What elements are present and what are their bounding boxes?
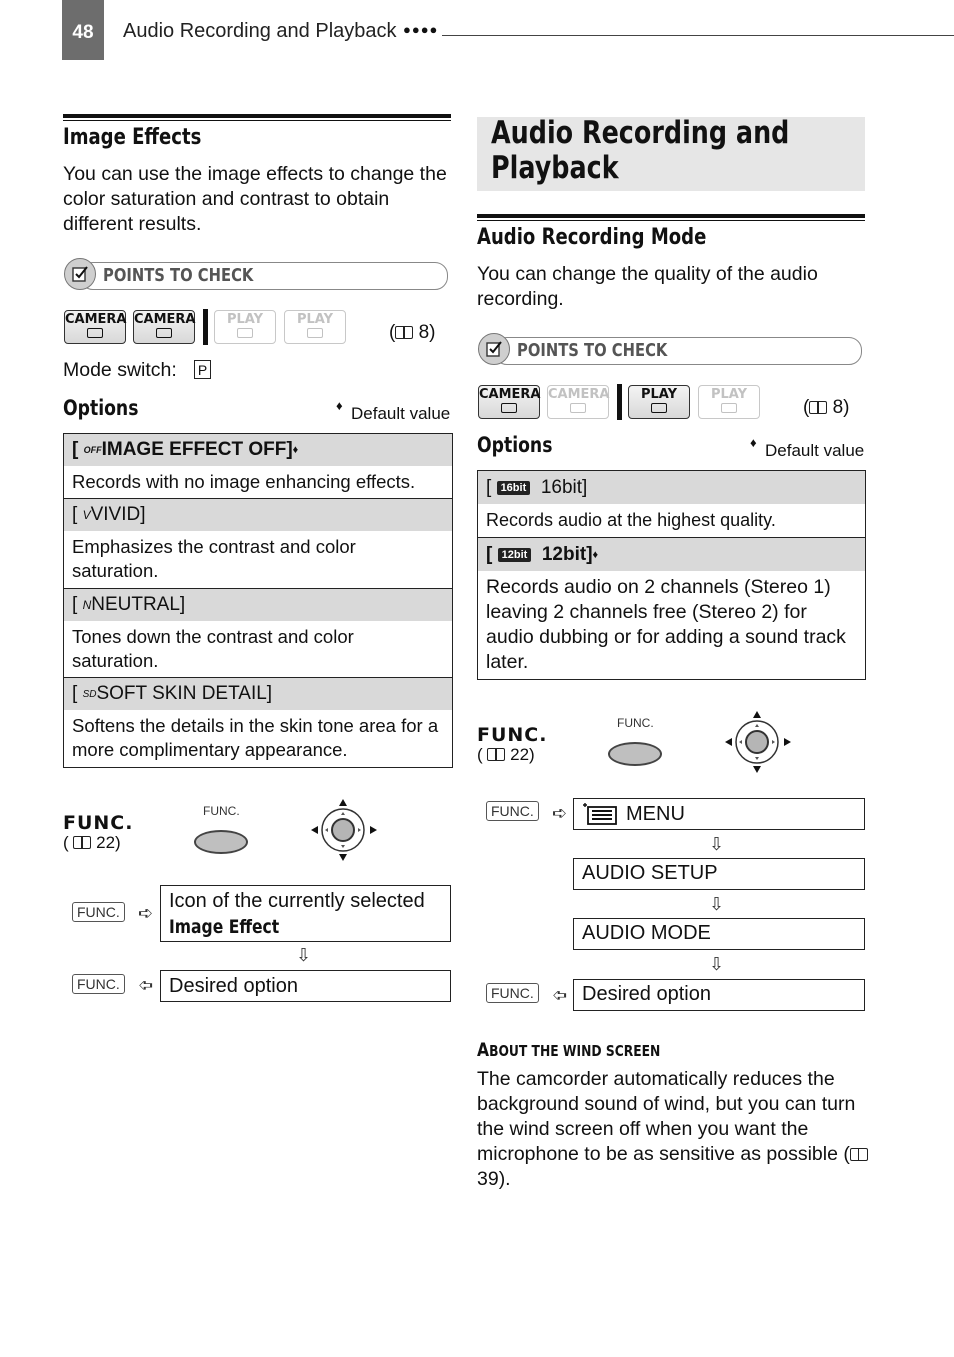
tape-icon [87,328,103,338]
menu-icon [582,803,618,825]
func-heading: FUNC. [63,812,134,834]
mode-switch-p-icon: P [194,360,211,379]
running-header: Audio Recording and Playback [123,20,397,42]
audio-mode-options-table [477,470,866,680]
mode-camera-card: CAMERA [547,385,609,419]
default-diamond: ♦ [336,398,343,413]
tape-icon [237,328,253,338]
func-button-caption: FUNC. [617,716,654,730]
mode-play-card: PLAY [698,385,760,419]
down-arrow-icon: ⇩ [709,954,725,974]
mode-play-card: PLAY [284,310,346,344]
options-label: Options [477,433,553,457]
flow-audio-mode-box: AUDIO MODE [573,918,865,950]
page-title: Audio Recording and Playback [491,115,790,186]
header-rule [442,35,954,36]
section-title-audio-mode: Audio Recording Mode [477,225,707,250]
down-arrow-icon: ⇩ [296,945,312,965]
default-diamond: ♦ [750,435,757,450]
right-arrow-icon: ➪ [138,903,154,923]
down-arrow-icon: ⇩ [709,834,725,854]
option-desc: Records with no image enhancing effects. [64,466,452,499]
mode-camera-card: CAMERA [133,310,195,344]
vivid-icon: V [82,508,91,522]
audio-mode-intro: You can change the quality of the audio recording. [477,263,818,310]
option-row-soft-skin: [ SD SOFT SKIN DETAIL] [64,678,452,710]
effect-off-icon: OFF [83,445,102,455]
func-page-ref: ( 22) [477,745,535,764]
section-rule-thin [477,220,865,221]
page-number: 48 [62,0,104,60]
section-title-image-effects: Image Effects [63,125,202,150]
checklist-icon [478,333,510,365]
book-icon [395,326,413,339]
book-icon [850,1148,868,1161]
section-rule [63,114,451,118]
func-key-icon: FUNC. [486,983,539,1003]
flow-desired-option-box: Desired option [160,970,451,1002]
flow-menu-box: MENU [573,798,865,830]
joystick-icon [723,709,793,775]
wind-screen-heading: ABOUT THE WIND SCREEN [477,1039,661,1061]
func-key-icon: FUNC. [72,974,125,994]
option-desc: Softens the details in the skin tone area for a more complimentary appearance. [72,715,439,760]
left-arrow-icon: ➪ [552,985,568,1005]
func-button [194,830,248,854]
book-icon [73,836,91,849]
joystick-icon [309,797,379,863]
mode-camera-tape: CAMERA [478,385,540,419]
option-row-12bit: [ 12bit 12bit] ♦ [478,538,865,571]
option-row-vivid: [ V VIVID] [64,499,452,531]
card-icon [156,328,172,338]
mode-page-ref: ( 8) [389,322,436,343]
option-desc: Tones down the contrast and color saturation. [64,621,452,678]
left-arrow-icon: ➪ [138,975,154,995]
mode-page-ref: ( 8) [803,397,850,418]
soft-skin-icon: SD [82,688,97,700]
image-effects-intro: You can use the image effects to change the color saturation and contrast to obtain different results. [63,163,447,235]
down-arrow-icon: ⇩ [709,894,725,914]
mode-play-tape: PLAY [628,385,690,419]
option-desc: Emphasizes the contrast and color saturation. [64,531,452,589]
section-rule [477,214,865,218]
points-to-check-label: POINTS TO CHECK [103,265,254,286]
mode-play-tape: PLAY [214,310,276,344]
card-icon [570,403,586,413]
mode-camera-tape: CAMERA [64,310,126,344]
func-key-icon: FUNC. [72,902,125,922]
flow-audio-setup-box: AUDIO SETUP [573,858,865,890]
default-value-note: Default value [351,404,451,423]
wind-screen-text: The camcorder automatically reduces the background sound of wind, but you can turn the wind screen off when you want the microphone to be as sensitive as possible ( 39). [477,1067,869,1192]
mode-switch-label: Mode switch: [63,359,177,381]
func-button [608,742,662,766]
16bit-badge-icon: 16bit [497,481,531,495]
header-dots: ●●●● [403,22,439,37]
flow-current-icon-box: Icon of the currently selected Image Effect [160,885,451,942]
tape-icon [651,403,667,413]
flow-desired-option-box: Desired option [573,979,865,1011]
image-effect-options-table [63,433,453,768]
checklist-icon [64,258,96,290]
option-row-neutral: [ N NEUTRAL] [64,589,452,621]
func-button-caption: FUNC. [203,804,240,818]
default-value-note: Default value [765,441,865,460]
section-rule-thin [63,120,451,121]
func-page-ref: ( 22) [63,833,121,852]
right-arrow-icon: ➪ [552,803,568,823]
neutral-icon: N [82,598,92,612]
card-icon [307,328,323,338]
option-row-16bit: [ 16bit 16bit] [478,471,865,504]
mode-separator [617,384,622,420]
tape-icon [501,403,517,413]
book-icon [487,748,505,761]
func-key-icon: FUNC. [486,801,539,821]
option-desc: Records audio at the highest quality. [478,504,865,538]
12bit-badge-icon: 12bit [498,548,532,562]
options-label: Options [63,396,139,420]
func-heading: FUNC. [477,724,548,746]
mode-separator [203,309,208,345]
card-icon [721,403,737,413]
points-to-check-label: POINTS TO CHECK [517,340,668,361]
option-desc: Records audio on 2 channels (Stereo 1) leaving 2 channels free (Stereo 2) for audio dubbing or for adding a sound track later. [486,576,846,673]
option-row-image-effect-off: [ OFF IMAGE EFFECT OFF] ♦ [64,434,452,466]
book-icon [809,401,827,414]
